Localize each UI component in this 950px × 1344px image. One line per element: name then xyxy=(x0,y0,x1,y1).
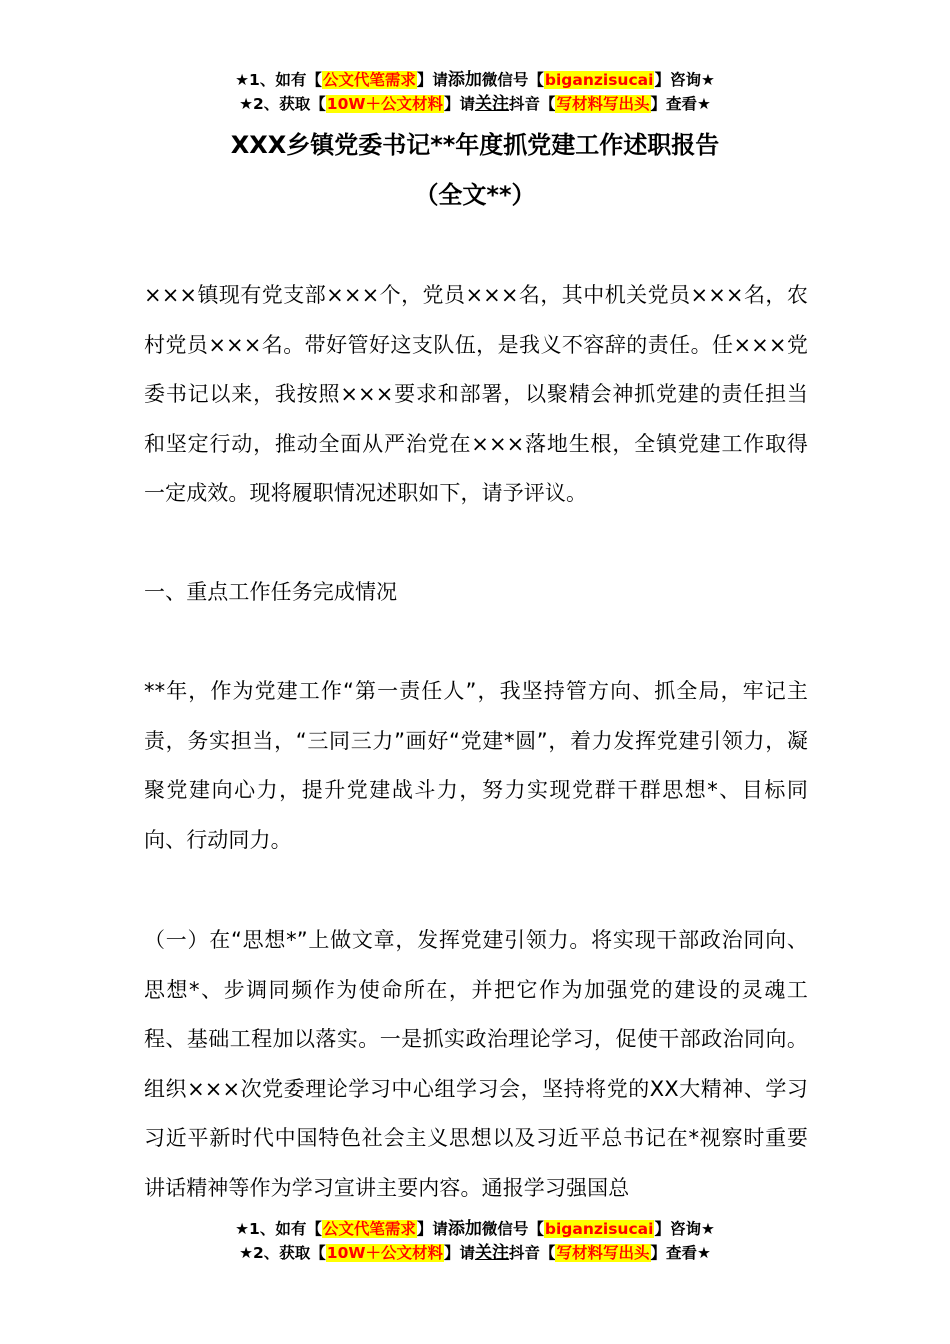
promo-line-2-suffix: 】查看★ xyxy=(650,95,711,113)
promo-line-2-prefix: ★2、获取【 xyxy=(239,95,326,113)
promo-line-2-mid-1: 】请 xyxy=(443,1244,475,1262)
promo-line-1-suffix: 】咨询★ xyxy=(654,71,715,89)
promo-line-1 xyxy=(0,68,950,92)
promo-line-1-mid-2: 微信号【 xyxy=(481,1220,544,1238)
body-paragraph-3: （一）在“思想*”上做文章，发挥党建引领力。将实现干部政治同向、思想*、步调同频作为使命所在，并把它作为加强党的建设的灵魂工程、基础工程加以落实。一是抓实政治理论学习，促使干部政治同向。组织×××次党委理论学习中心组学习会，坚持将党的XX大精神、学习习近平新时代中国特色社会主义思想以及习近平总书记在*视察时重要讲话精神等作为学习宣讲主要内容。通报学习强国总 xyxy=(144,928,808,1200)
body-paragraph-2: **年，作为党建工作“第一责任人”，我坚持管方向、抓全局，牢记主责，务实担当，“三同三力”画好“党建*圆”，着力发挥党建引领力，凝聚党建向心力，提升党建战斗力，努力实现党群干群思想*、目标同向、行动同力。 xyxy=(144,679,808,852)
promo-line-1-highlight-1: 公文代笔需求 xyxy=(322,71,416,89)
promo-line-2-emphasis: 关注 xyxy=(474,1243,509,1263)
promo-line-2 xyxy=(0,92,950,116)
promo-line-1-highlight-2: biganzisucai xyxy=(544,1220,654,1238)
promo-line-2-highlight-1: 10W＋公文材料 xyxy=(326,1244,443,1262)
promo-line-2 xyxy=(0,1241,950,1265)
bottom-promo-banner xyxy=(0,1217,950,1265)
promo-line-2-highlight-1: 10W＋公文材料 xyxy=(326,95,443,113)
promo-line-1-prefix: ★1、如有【 xyxy=(235,71,322,89)
promo-line-1-emphasis: 添加 xyxy=(447,1219,482,1239)
section-heading: 一、重点工作任务完成情况 xyxy=(144,580,398,604)
promo-line-1-mid-2: 微信号【 xyxy=(481,71,544,89)
top-promo-banner xyxy=(0,68,950,116)
promo-line-1-mid-1: 】请 xyxy=(416,71,448,89)
promo-line-1-prefix: ★1、如有【 xyxy=(235,1220,322,1238)
promo-line-1-highlight-2: biganzisucai xyxy=(544,71,654,89)
promo-line-2-mid-2: 抖音【 xyxy=(508,1244,556,1262)
promo-line-1-suffix: 】咨询★ xyxy=(654,1220,715,1238)
promo-line-1 xyxy=(0,1217,950,1241)
promo-line-2-suffix: 】查看★ xyxy=(650,1244,711,1262)
promo-line-2-highlight-2: 写材料写出头 xyxy=(556,95,650,113)
intro-paragraph: ×××镇现有党支部×××个，党员×××名，其中机关党员×××名，农村党员×××名。带好管好这支队伍，是我义不容辞的责任。任×××党委书记以来，我按照×××要求和部署，以聚精会神抓党建的责任担当和坚定行动，推动全面从严治党在×××落地生根，全镇党建工作取得一定成效。现将履职情况述职如下，请予评议。 xyxy=(144,283,808,505)
promo-line-1-emphasis: 添加 xyxy=(447,70,482,90)
promo-line-2-emphasis: 关注 xyxy=(474,94,509,114)
document-subtitle: （全文**） xyxy=(414,181,536,209)
promo-line-2-prefix: ★2、获取【 xyxy=(239,1244,326,1262)
document-title: XXX乡镇党委书记**年度抓党建工作述职报告 xyxy=(230,131,720,159)
promo-line-1-highlight-1: 公文代笔需求 xyxy=(322,1220,416,1238)
promo-line-2-mid-1: 】请 xyxy=(443,95,475,113)
promo-line-2-highlight-2: 写材料写出头 xyxy=(556,1244,650,1262)
promo-line-1-mid-1: 】请 xyxy=(416,1220,448,1238)
promo-line-2-mid-2: 抖音【 xyxy=(508,95,556,113)
